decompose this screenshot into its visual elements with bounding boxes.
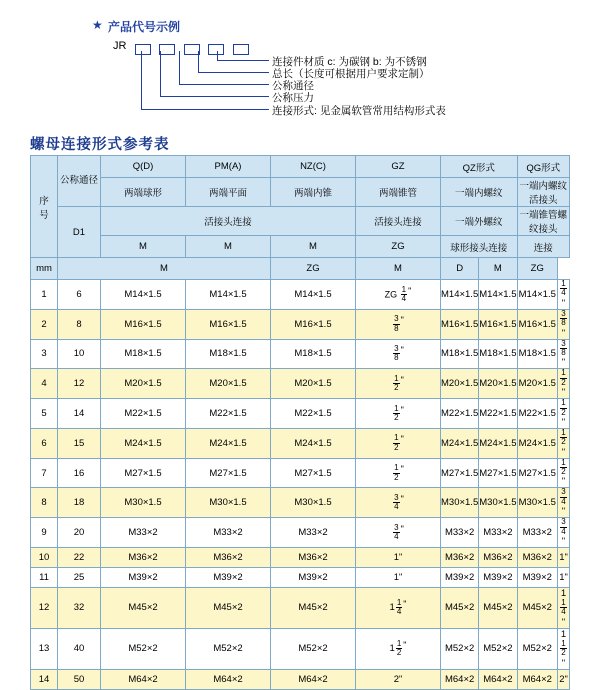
- cell-nz-m: M16×1.5: [271, 309, 356, 339]
- cell-pm-m: M52×2: [186, 628, 271, 669]
- cell-seq: 5: [31, 399, 58, 429]
- cell-qg-zg: $\frac{3}{8}$ ": [558, 339, 570, 369]
- cell-q-m: M14×1.5: [101, 280, 186, 310]
- cell-dn: 18: [58, 488, 101, 518]
- cell-seq: 8: [31, 488, 58, 518]
- cell-gz-zg: 1": [356, 548, 441, 568]
- cell-pm-m: M33×2: [186, 518, 271, 548]
- cell-qg-m: M20×1.5: [517, 369, 558, 399]
- cell-q-m: M33×2: [101, 518, 186, 548]
- table-header-row-2: [31, 178, 570, 207]
- cell-q-m: M22×1.5: [101, 399, 186, 429]
- header-sub-qg: 连接: [517, 236, 570, 258]
- cell-qg-zg: $\frac{3}{4}$ ": [558, 488, 570, 518]
- cell-qg-zg: 1 $\frac{1}{2}$ ": [558, 628, 570, 669]
- header-type-qz-b: 一端外螺纹: [441, 207, 518, 236]
- leader-line-h: [141, 109, 269, 110]
- cell-qz-d: M16×1.5: [479, 309, 517, 339]
- cell-qg-m: M52×2: [517, 628, 558, 669]
- header-seq: [31, 156, 58, 258]
- diagram-label-length: 总长（长度可根据用户要求定制）: [272, 68, 430, 80]
- cell-qz-d: M24×1.5: [479, 428, 517, 458]
- cell-q-m: M30×1.5: [101, 488, 186, 518]
- cell-qz-m: M64×2: [441, 669, 479, 689]
- leader-line-v: [179, 51, 180, 85]
- cell-q-m: M16×1.5: [101, 309, 186, 339]
- cell-pm-m: M30×1.5: [186, 488, 271, 518]
- cell-dn: 16: [58, 458, 101, 488]
- cell-seq: 12: [31, 588, 58, 629]
- table-row: [31, 280, 570, 310]
- cell-dn: 22: [58, 548, 101, 568]
- table-row: [31, 518, 570, 548]
- cell-seq: 7: [31, 458, 58, 488]
- header-unit-qz-m: M: [356, 258, 441, 280]
- header-type-nz: 两端内锥: [271, 178, 356, 207]
- cell-qg-zg: 1": [558, 568, 570, 588]
- cell-qz-d: M22×1.5: [479, 399, 517, 429]
- cell-qz-d: M27×1.5: [479, 458, 517, 488]
- cell-nz-m: M20×1.5: [271, 369, 356, 399]
- star-icon: ★: [92, 18, 103, 32]
- cell-qz-d: M52×2: [479, 628, 517, 669]
- nut-connection-table-wrap: [30, 155, 570, 690]
- cell-dn: 14: [58, 399, 101, 429]
- cell-qg-m: M22×1.5: [517, 399, 558, 429]
- header-group-code-gz: GZ: [356, 156, 441, 178]
- cell-seq: 10: [31, 548, 58, 568]
- cell-q-m: M27×1.5: [101, 458, 186, 488]
- cell-nz-m: M39×2: [271, 568, 356, 588]
- cell-qz-m: M18×1.5: [441, 339, 479, 369]
- cell-qg-zg: $\frac{1}{2}$ ": [558, 428, 570, 458]
- header-unit-qg-zg: ZG: [517, 258, 558, 280]
- diagram-label-connection: 连接形式: 见金属软管常用结构形式表: [272, 105, 446, 117]
- cell-seq: 13: [31, 628, 58, 669]
- cell-q-m: M39×2: [101, 568, 186, 588]
- cell-qg-zg: $\frac{3}{8}$ ": [558, 309, 570, 339]
- header-unit-m-merged: M: [58, 258, 271, 280]
- nut-connection-table: [30, 155, 570, 690]
- header-group-code-qz: QZ形式: [441, 156, 518, 178]
- table-row: [31, 339, 570, 369]
- header-sub-gz: 活接头连接: [356, 207, 441, 236]
- cell-q-m: M18×1.5: [101, 339, 186, 369]
- cell-seq: 4: [31, 369, 58, 399]
- cell-qg-m: M24×1.5: [517, 428, 558, 458]
- cell-qz-d: M36×2: [479, 548, 517, 568]
- cell-dn: 50: [58, 669, 101, 689]
- cell-seq: 3: [31, 339, 58, 369]
- header-unit-qg-m: M: [479, 258, 517, 280]
- table-head: [31, 156, 570, 280]
- cell-qz-m: M30×1.5: [441, 488, 479, 518]
- cell-dn: 20: [58, 518, 101, 548]
- cell-dn: 15: [58, 428, 101, 458]
- cell-gz-zg: 1": [356, 568, 441, 588]
- code-prefix: JR: [113, 40, 127, 52]
- table-header-row-1: [31, 156, 570, 178]
- header-seq-line1: 序: [39, 195, 49, 207]
- header-type-qg-b: 一端锥管螺纹接头: [517, 207, 570, 236]
- table-row: [31, 669, 570, 689]
- cell-gz-zg: 1 $\frac{1}{2}$ ": [356, 628, 441, 669]
- cell-qz-d: M45×2: [479, 588, 517, 629]
- diagram-title: 产品代号示例: [108, 20, 181, 34]
- cell-qg-zg: $\frac{1}{4}$ ": [558, 280, 570, 310]
- cell-gz-zg: $\frac{3}{8}$ ": [356, 339, 441, 369]
- cell-nz-m: M45×2: [271, 588, 356, 629]
- cell-qg-m: M45×2: [517, 588, 558, 629]
- cell-nz-m: M30×1.5: [271, 488, 356, 518]
- header-group-code-nz: NZ(C): [271, 156, 356, 178]
- header-dn: [58, 156, 101, 207]
- cell-qz-m: M14×1.5: [441, 280, 479, 310]
- table-row: [31, 428, 570, 458]
- cell-qz-d: M14×1.5: [479, 280, 517, 310]
- table-row: [31, 399, 570, 429]
- cell-qg-zg: 1": [558, 548, 570, 568]
- cell-dn: 10: [58, 339, 101, 369]
- cell-qz-d: M30×1.5: [479, 488, 517, 518]
- table-title: 螺母连接形式参考表: [30, 137, 170, 153]
- cell-qz-m: M33×2: [441, 518, 479, 548]
- cell-gz-zg: $\frac{3}{4}$ ": [356, 488, 441, 518]
- cell-qz-m: M24×1.5: [441, 428, 479, 458]
- code-box: [135, 44, 151, 55]
- cell-nz-m: M33×2: [271, 518, 356, 548]
- cell-qg-m: M27×1.5: [517, 458, 558, 488]
- cell-qg-m: M14×1.5: [517, 280, 558, 310]
- cell-seq: 2: [31, 309, 58, 339]
- cell-q-m: M52×2: [101, 628, 186, 669]
- table-row: [31, 369, 570, 399]
- cell-q-m: M24×1.5: [101, 428, 186, 458]
- cell-qz-m: M22×1.5: [441, 399, 479, 429]
- header-sub-qz: 球形接头连接: [441, 236, 518, 258]
- cell-qg-m: M30×1.5: [517, 488, 558, 518]
- header-type-pm: 两端平面: [186, 178, 271, 207]
- header-seq-line2: 号: [39, 209, 49, 221]
- code-box: [233, 44, 249, 55]
- cell-qg-m: M36×2: [517, 548, 558, 568]
- header-unit-q: M: [101, 236, 186, 258]
- cell-qz-m: M39×2: [441, 568, 479, 588]
- table-body: [31, 280, 570, 690]
- cell-dn: 6: [58, 280, 101, 310]
- product-code-diagram: [0, 0, 600, 128]
- cell-nz-m: M64×2: [271, 669, 356, 689]
- cell-pm-m: M39×2: [186, 568, 271, 588]
- header-group-code-q: Q(D): [101, 156, 186, 178]
- table-row: [31, 588, 570, 629]
- header-type-q: 两端球形: [101, 178, 186, 207]
- header-unit-qz-d: D: [441, 258, 479, 280]
- header-group-code-pm: PM(A): [186, 156, 271, 178]
- table-row: [31, 488, 570, 518]
- leader-line-h: [160, 96, 269, 97]
- cell-q-m: M20×1.5: [101, 369, 186, 399]
- table-row: [31, 568, 570, 588]
- cell-qz-m: M20×1.5: [441, 369, 479, 399]
- cell-pm-m: M24×1.5: [186, 428, 271, 458]
- header-type-gz: 两端锥管: [356, 178, 441, 207]
- cell-pm-m: M27×1.5: [186, 458, 271, 488]
- cell-q-m: M36×2: [101, 548, 186, 568]
- cell-gz-zg: ZG $\frac{1}{4}$ ": [356, 280, 441, 310]
- header-type-qz-a: 一端内螺纹: [441, 178, 518, 207]
- code-box: [159, 44, 175, 55]
- cell-qg-zg: $\frac{3}{4}$ ": [558, 518, 570, 548]
- cell-gz-zg: $\frac{3}{4}$ ": [356, 518, 441, 548]
- cell-gz-zg: 1 $\frac{1}{4}$ ": [356, 588, 441, 629]
- cell-qz-m: M16×1.5: [441, 309, 479, 339]
- header-group-code-qg: QG形式: [517, 156, 570, 178]
- cell-qz-d: M18×1.5: [479, 339, 517, 369]
- cell-qz-m: M45×2: [441, 588, 479, 629]
- cell-qg-zg: $\frac{1}{2}$ ": [558, 458, 570, 488]
- table-row: [31, 628, 570, 669]
- leader-line-h: [198, 72, 269, 73]
- table-header-row-5: [31, 258, 570, 280]
- cell-dn: 25: [58, 568, 101, 588]
- cell-gz-zg: $\frac{1}{2}$ ": [356, 399, 441, 429]
- cell-nz-m: M22×1.5: [271, 399, 356, 429]
- cell-seq: 1: [31, 280, 58, 310]
- cell-qg-zg: $\frac{1}{2}$ ": [558, 369, 570, 399]
- leader-line-h: [217, 60, 269, 61]
- header-sub-q: 活接头连接: [101, 207, 356, 236]
- cell-qz-d: M39×2: [479, 568, 517, 588]
- cell-pm-m: M22×1.5: [186, 399, 271, 429]
- cell-gz-zg: 2": [356, 669, 441, 689]
- header-type-qg-a: 一端内螺纹活接头: [517, 178, 570, 207]
- cell-gz-zg: $\frac{1}{2}$ ": [356, 428, 441, 458]
- leader-line-v: [198, 51, 199, 73]
- cell-pm-m: M20×1.5: [186, 369, 271, 399]
- cell-nz-m: M18×1.5: [271, 339, 356, 369]
- cell-qz-m: M52×2: [441, 628, 479, 669]
- cell-seq: 14: [31, 669, 58, 689]
- cell-qg-m: M39×2: [517, 568, 558, 588]
- header-dn-label: 公称通径: [59, 175, 98, 187]
- header-dn-d1: D1: [58, 207, 101, 258]
- cell-qz-d: M64×2: [479, 669, 517, 689]
- cell-qg-m: M18×1.5: [517, 339, 558, 369]
- leader-line-v: [160, 51, 161, 97]
- cell-gz-zg: $\frac{1}{2}$ ": [356, 369, 441, 399]
- cell-gz-zg: $\frac{3}{8}$ ": [356, 309, 441, 339]
- cell-qg-zg: 1 $\frac{1}{4}$ ": [558, 588, 570, 629]
- table-row: [31, 458, 570, 488]
- cell-qg-m: M16×1.5: [517, 309, 558, 339]
- cell-seq: 6: [31, 428, 58, 458]
- cell-dn: 8: [58, 309, 101, 339]
- code-box-row: [135, 42, 253, 60]
- cell-seq: 9: [31, 518, 58, 548]
- leader-line-v: [141, 51, 142, 110]
- cell-pm-m: M18×1.5: [186, 339, 271, 369]
- cell-nz-m: M52×2: [271, 628, 356, 669]
- cell-qg-zg: $\frac{1}{2}$ ": [558, 399, 570, 429]
- header-unit-gz: ZG: [356, 236, 441, 258]
- header-unit-zg: ZG: [271, 258, 356, 280]
- cell-qg-m: M33×2: [517, 518, 558, 548]
- cell-qz-d: M33×2: [479, 518, 517, 548]
- cell-dn: 40: [58, 628, 101, 669]
- diagram-label-material: 连接件材质 c: 为碳钢 b: 为不锈钢: [272, 56, 427, 68]
- cell-qz-m: M36×2: [441, 548, 479, 568]
- cell-pm-m: M64×2: [186, 669, 271, 689]
- cell-qz-d: M20×1.5: [479, 369, 517, 399]
- diagram-label-pressure: 公称压力: [272, 92, 314, 104]
- cell-dn: 12: [58, 369, 101, 399]
- cell-pm-m: M36×2: [186, 548, 271, 568]
- cell-seq: 11: [31, 568, 58, 588]
- cell-qg-m: M64×2: [517, 669, 558, 689]
- cell-qz-m: M27×1.5: [441, 458, 479, 488]
- cell-nz-m: M14×1.5: [271, 280, 356, 310]
- cell-pm-m: M14×1.5: [186, 280, 271, 310]
- cell-nz-m: M24×1.5: [271, 428, 356, 458]
- table-header-row-3: [31, 207, 570, 236]
- table-row: [31, 309, 570, 339]
- leader-line-h: [179, 84, 269, 85]
- cell-pm-m: M16×1.5: [186, 309, 271, 339]
- header-unit-nz: M: [271, 236, 356, 258]
- cell-q-m: M45×2: [101, 588, 186, 629]
- header-dn-unit: mm: [31, 258, 58, 280]
- cell-gz-zg: $\frac{1}{2}$ ": [356, 458, 441, 488]
- cell-dn: 32: [58, 588, 101, 629]
- table-row: [31, 548, 570, 568]
- table-header-row-4: [31, 236, 570, 258]
- cell-qg-zg: 2": [558, 669, 570, 689]
- diagram-label-bore: 公称通径: [272, 80, 314, 92]
- cell-q-m: M64×2: [101, 669, 186, 689]
- header-unit-pm: M: [186, 236, 271, 258]
- cell-nz-m: M27×1.5: [271, 458, 356, 488]
- cell-nz-m: M36×2: [271, 548, 356, 568]
- cell-pm-m: M45×2: [186, 588, 271, 629]
